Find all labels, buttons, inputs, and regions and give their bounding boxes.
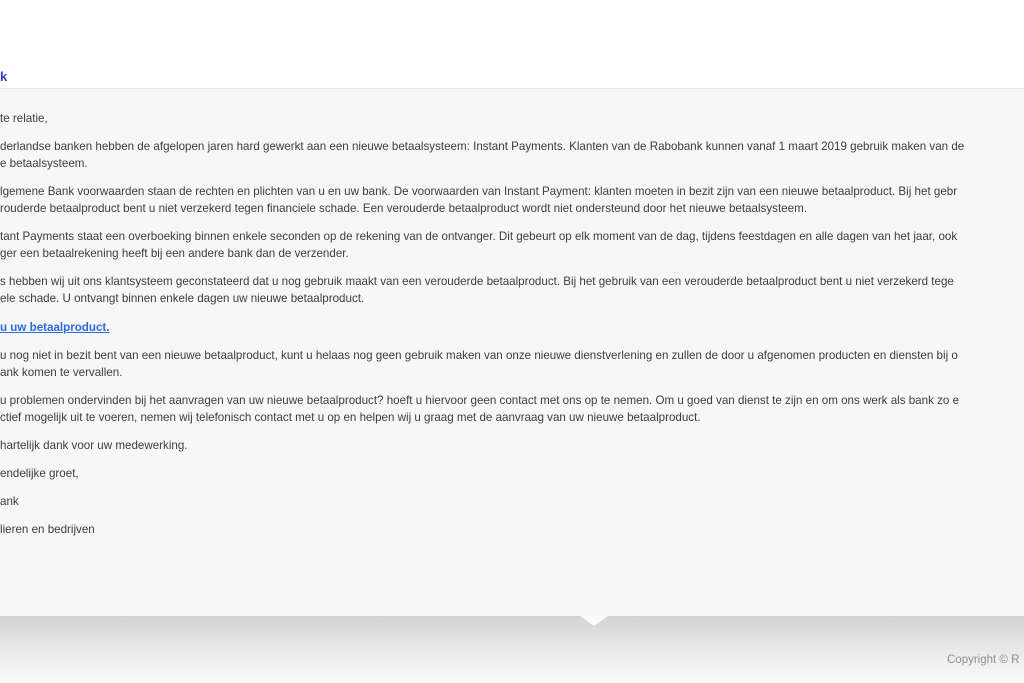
paragraph: [0, 228, 1024, 262]
body-line: s hebben wij uit ons klantsysteem geconstateerd dat u nog gebruik maakt van een verouderde betaalproduct. Bij het gebruik van een verouderde betaalproduct bent u niet verzekerd tege: [0, 275, 954, 288]
rabobank-logo-remnant[interactable]: k: [0, 69, 8, 84]
paragraph: [0, 347, 1024, 381]
body-line: ctief mogelijk uit te voeren, nemen wij telefonisch contact met u op en helpen wij u graag met de aanvraag van uw nieuwe betaalproduct.: [0, 411, 701, 424]
betaalproduct-link[interactable]: u uw betaalproduct.: [0, 321, 110, 334]
body-line: derlandse banken hebben de afgelopen jaren hard gewerkt aan een nieuwe betaalsysteem: Instant Payments. Klanten van de Rabobank kunnen vanaf 1 maart 2019 gebruik maken van de: [0, 140, 965, 153]
body-line: u nog niet in bezit bent van een nieuwe betaalproduct, kunt u helaas nog geen gebruik maken van onze nieuwe dienstverlening en zullen de door u afgenomen producten en diensten bij o: [0, 349, 958, 362]
signature-bank: ank: [0, 495, 19, 508]
link-line: [0, 318, 1024, 336]
copyright-text: Copyright © R: [947, 654, 1020, 666]
body-line: tant Payments staat een overboeking binnen enkele seconden op de rekening van de ontvanger. Dit gebeurt op elk moment van de dag, tijdens feestdagen en alle dagen van het jaar, ook: [0, 230, 958, 243]
body-line: u problemen ondervinden bij het aanvragen van uw nieuwe betaalproduct? hoeft u hiervoor geen contact met ons op te nemen. Om u goed van dienst te zijn en om ons werk als bank zo e: [0, 394, 960, 407]
paragraph: [0, 273, 1024, 307]
page-footer: [0, 617, 1024, 683]
signature-segment: lieren en bedrijven: [0, 523, 95, 536]
paragraph: [0, 392, 1024, 426]
body-line: lgemene Bank voorwaarden staan de rechten en plichten van u en uw bank. De voorwaarden van Instant Payment: klanten moeten in bezit zijn van een nieuwe betaalproduct. Bij het gebr: [0, 185, 958, 198]
body-line: ele schade. U ontvangt binnen enkele dagen uw nieuwe betaalproduct.: [0, 292, 365, 305]
closing-salutation: endelijke groet,: [0, 467, 79, 480]
greeting-line: te relatie,: [0, 112, 48, 125]
panel-notch-arrow: [580, 616, 608, 626]
paragraph: [0, 183, 1024, 217]
body-line: e betaalsysteem.: [0, 157, 88, 170]
body-line: ank komen te vervallen.: [0, 366, 123, 379]
body-line: ger een betaalrekening heeft bij een andere bank dan de verzender.: [0, 247, 349, 260]
closing-thanks: hartelijk dank voor uw medewerking.: [0, 439, 188, 452]
body-line: rouderde betaalproduct bent u niet verzekerd tegen financiele schade. Een verouderde betaalproduct wordt niet ondersteund door het nieuwe betaalsysteem.: [0, 202, 807, 215]
letter-content-panel: [0, 88, 1024, 617]
paragraph: [0, 138, 1024, 172]
